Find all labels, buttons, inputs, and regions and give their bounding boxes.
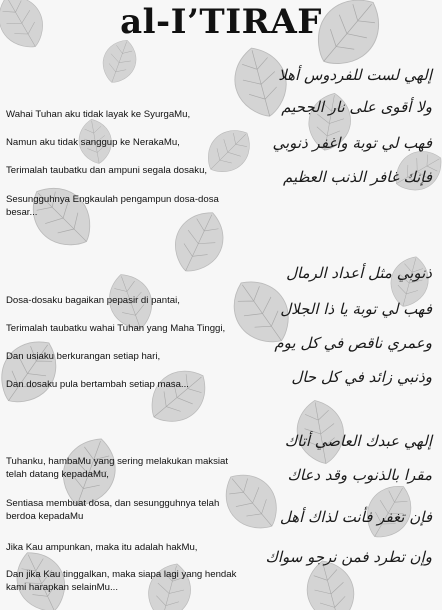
arabic-stanza3-line-2: مقرا بالذنوب وقد دعاك (287, 466, 432, 484)
stanza2-line-2: Terimalah taubatku wahai Tuhan yang Maha Tinggi, (6, 323, 226, 334)
stanza3-line-3: Jika Kau ampunkan, maka itu adalah hakMu, (6, 542, 198, 553)
stanza3-line-2: Sentiasa membuat dosa, dan sesungguhnya telah berdoa kepadaMu (6, 498, 220, 522)
arabic-stanza2-line-1: ذنوبي مثل أعداد الرمال (286, 264, 432, 282)
stanza1-line-1: Wahai Tuhan aku tidak layak ke SyurgaMu, (6, 109, 191, 120)
stanza2-line-3: Dan usiaku berkurangan setiap hari, (6, 351, 161, 362)
arabic-stanza3-line-1: إلهي عبدك العاصي أتاك (284, 432, 432, 450)
stanza3-line-4: Dan jika Kau tinggalkan, maka siapa lagi yang hendak kami harapkan selainMu... (6, 569, 237, 593)
arabic-stanza1-line-3: فهب لي توبة واغفر ذنوبي (272, 134, 432, 152)
arabic-stanza1-line-1: إلهي لست للفردوس أهلا (278, 66, 432, 84)
stanza1-line-3: Terimalah taubatku dan ampuni segala dosaku, (6, 165, 208, 176)
arabic-stanza2-line-4: وذنبي زائد في كل حال (291, 368, 432, 386)
arabic-stanza2-line-2: فهب لي توبة يا ذا الجلال (280, 300, 432, 318)
stanza3-line-1: Tuhanku, hambaMu yang sering melakukan maksiat telah datang kepadaMu, (6, 456, 229, 480)
page-title: al-I’TIRAF (120, 2, 322, 42)
stanza1-line-2: Namun aku tidak sanggup ke NerakaMu, (6, 137, 180, 148)
stanza1-line-4: Sesungguhnya Engkaulah pengampun dosa-dosa besar... (6, 194, 219, 218)
arabic-stanza1-line-4: فإنك غافر الذنب العظيم (282, 168, 432, 186)
stanza2-line-1: Dosa-dosaku bagaikan pepasir di pantai, (6, 295, 180, 306)
arabic-stanza2-line-3: وعمري ناقص في كل يوم (274, 334, 432, 352)
arabic-stanza3-line-4: وإن تطرد فمن نرجو سواك (265, 548, 432, 566)
stanza2-line-4: Dan dosaku pula bertambah setiap masa... (6, 379, 189, 390)
arabic-stanza1-line-2: ولا أقوى على نار الجحيم (281, 98, 432, 116)
arabic-stanza3-line-3: فإن تغفر فأنت لذاك أهل (279, 508, 432, 526)
